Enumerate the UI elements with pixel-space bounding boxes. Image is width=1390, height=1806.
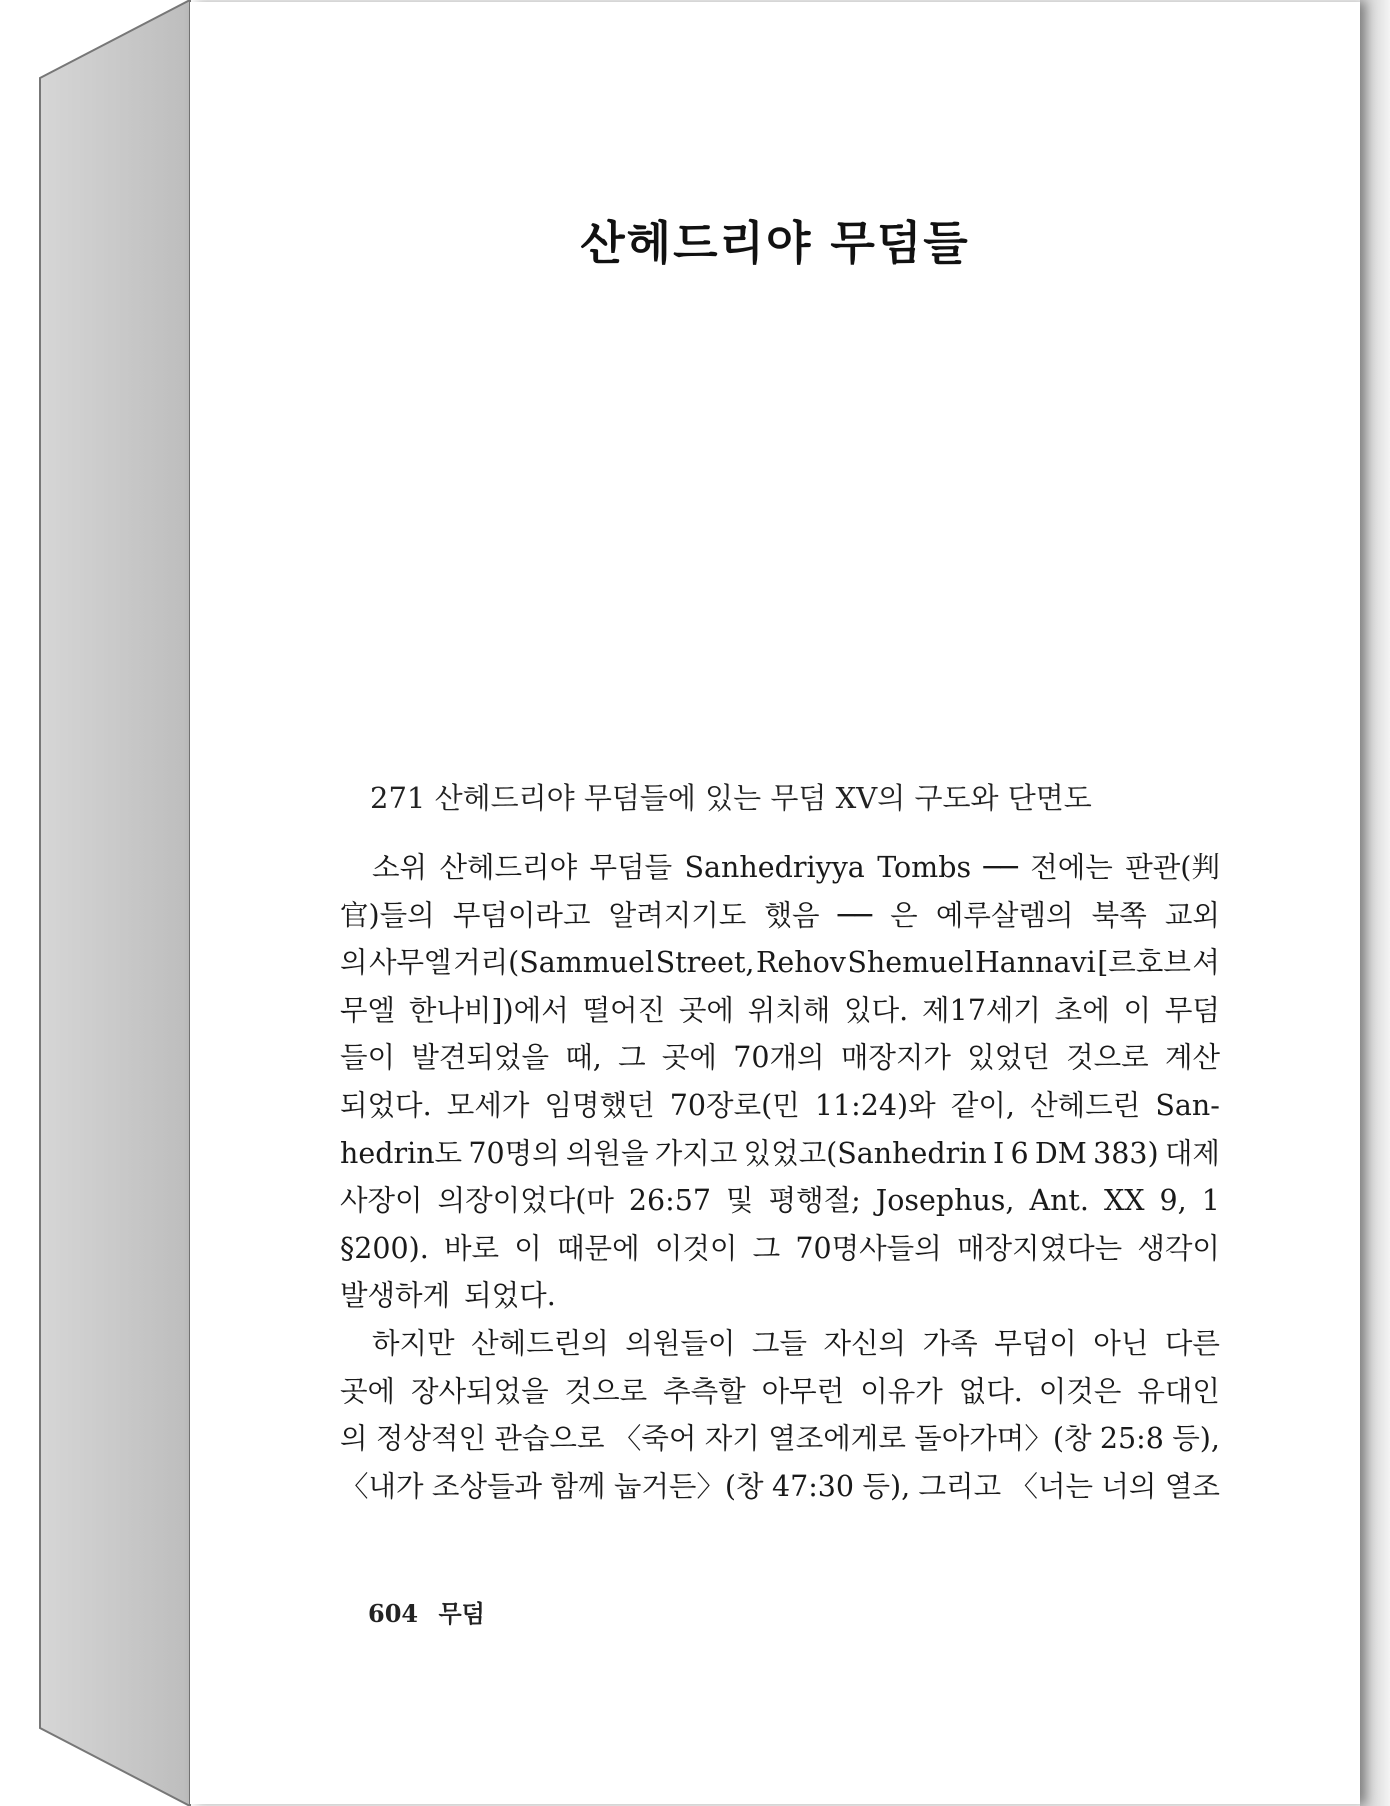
text-line: 소위 산헤드리야 무덤들 Sanhedriyya Tombs ── 전에는 판관(判 [372, 851, 1220, 884]
text-line: 사장이 의장이었다(마 26:57 및 평행절; Josephus, Ant. XX 9, 1 [340, 1184, 1220, 1218]
text-line: 곳에 장사되었을 것으로 추측할 아무런 이유가 없다. 이것은 유대인 [340, 1374, 1220, 1408]
text-line: 발생하게 되었다. [340, 1279, 556, 1313]
text-line: 의 사무엘 거리(Sammuel Street, Rehov Shemuel Hannavi [르호브 셔 [340, 946, 1220, 980]
text-line: 되었다. 모세가 임명했던 70장로(민 11:24)와 같이, 산헤드린 San- [340, 1088, 1220, 1122]
text-line: 들이 발견되었을 때, 그 곳에 70개의 매장지가 있었던 것으로 계산 [340, 1041, 1220, 1075]
text-line: hedrin도 70명의 의원을 가지고 있었고(Sanhedrin I 6 DM 383) 대제 [340, 1136, 1220, 1170]
book-page [190, 2, 1360, 1804]
text-line: 하지만 산헤드린의 의원들이 그들 자신의 가족 무덤이 아닌 다른 [372, 1326, 1220, 1360]
figure-caption: 271 산헤드리야 무덤들에 있는 무덤 XV의 구도와 단면도 [370, 781, 1092, 815]
body-text [340, 844, 1220, 1510]
page-number: 604 [368, 1599, 419, 1628]
text-line: 官)들의 무덤이라고 알려지기도 했음 ── 은 예루살렘의 북쪽 교외 [340, 898, 1220, 932]
text-line: §200). 바로 이 때문에 이것이 그 70명사들의 매장지였다는 생각이 [340, 1231, 1220, 1265]
running-header: 무덤 [438, 1599, 485, 1628]
text-line: 의 정상적인 관습으로 〈죽어 자기 열조에게로 돌아가며〉(창 25:8 등), [340, 1422, 1220, 1456]
text-line: 〈내가 조상들과 함께 눕거든〉(창 47:30 등), 그리고 〈너는 너의 열조 [340, 1469, 1220, 1503]
page-title: 산헤드리야 무덤들 [580, 216, 970, 270]
text-line: 무엘 한나비])에서 떨어진 곳에 위치해 있다. 제17세기 초에 이 무덤 [340, 993, 1220, 1027]
page-edge-shadow [1360, 0, 1390, 1806]
page-footer [368, 1594, 497, 1629]
